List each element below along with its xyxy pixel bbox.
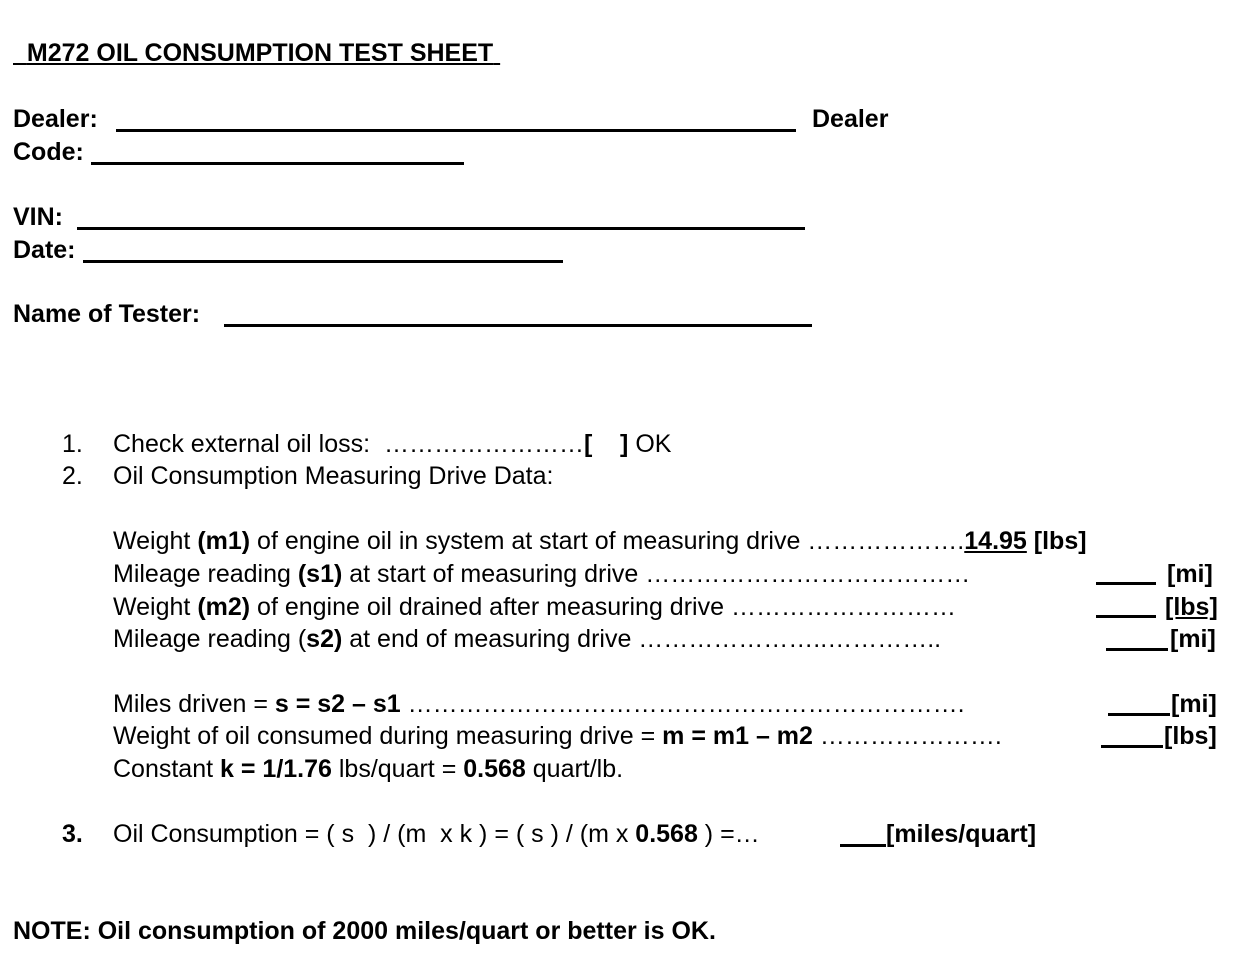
step2-number: 2. xyxy=(62,462,83,490)
vin-label: VIN: xyxy=(13,203,63,231)
date-label: Date: xyxy=(13,236,76,264)
miles-driven-row: Miles driven = s = s2 – s1 …………………………………………………………. xyxy=(113,690,965,718)
m1-row: Weight (m1) of engine oil in system at start of measuring drive ……………….14.95 [lbs] xyxy=(113,527,1087,555)
miles-unit: [mi] xyxy=(1171,690,1217,718)
step1-text: Check external oil loss: …………………… xyxy=(113,430,584,458)
s2-input-line[interactable] xyxy=(1106,648,1168,651)
s2-row: Mileage reading (s2) at end of measuring drive …………………..………….. xyxy=(113,625,942,653)
step2-text: Oil Consumption Measuring Drive Data: xyxy=(113,462,554,490)
m1-value[interactable]: 14.95 xyxy=(964,527,1027,555)
s1-input-line[interactable] xyxy=(1096,582,1156,585)
step1-checkbox[interactable]: [ ] xyxy=(583,430,629,458)
tester-label: Name of Tester: xyxy=(13,300,201,328)
m2-variable: (m2) xyxy=(197,593,251,621)
step3-unit: [miles/quart] xyxy=(886,820,1037,848)
weight-input-line[interactable] xyxy=(1101,745,1163,748)
page-title: M272 OIL CONSUMPTION TEST SHEET xyxy=(26,39,494,67)
weight-unit: [lbs] xyxy=(1164,722,1217,750)
m1-unit: [lbs] xyxy=(1026,527,1087,555)
note-text: NOTE: Oil consumption of 2000 miles/quart or better is OK. xyxy=(13,917,716,945)
step1-line xyxy=(113,429,671,459)
step1-number: 1. xyxy=(62,430,83,458)
step3-row: Oil Consumption = ( s ) / (m x k ) = ( s ) / (m x 0.568 ) =… xyxy=(113,820,760,848)
miles-input-line[interactable] xyxy=(1108,713,1170,716)
dealer-code-label-part2: Code: xyxy=(13,138,84,166)
step1-ok-label: OK xyxy=(628,430,672,458)
tester-input-line[interactable] xyxy=(224,324,812,327)
oil-consumption-input-line[interactable] xyxy=(840,844,886,847)
m2-unit: [lbs] xyxy=(1165,593,1218,621)
step3-number: 3. xyxy=(62,820,83,848)
m2-input-line[interactable] xyxy=(1096,615,1156,618)
date-input-line[interactable] xyxy=(83,260,563,263)
constant-value: 0.568 xyxy=(463,755,526,783)
s2-variable: s2) xyxy=(306,625,343,653)
m1-variable: (m1) xyxy=(197,527,251,555)
s1-variable: (s1) xyxy=(297,560,343,588)
weight-formula: m = m1 – m2 xyxy=(662,722,813,750)
step3-constant: 0.568 xyxy=(635,820,698,848)
dealer-input-line[interactable] xyxy=(116,129,796,132)
dealer-label: Dealer: xyxy=(13,105,98,133)
dealer-code-label-part1: Dealer xyxy=(812,105,889,133)
vin-input-line[interactable] xyxy=(77,227,805,230)
miles-formula: s = s2 – s1 xyxy=(274,690,401,718)
constant-row: Constant k = 1/1.76 lbs/quart = 0.568 quart/lb. xyxy=(113,755,624,783)
dealer-code-input-line[interactable] xyxy=(91,162,464,165)
m2-row: Weight (m2) of engine oil drained after measuring drive ……………………… xyxy=(113,593,956,621)
s1-unit: [mi] xyxy=(1167,560,1213,588)
s1-row: Mileage reading (s1) at start of measuring drive ………………………………… xyxy=(113,560,971,588)
weight-consumed-row: Weight of oil consumed during measuring drive = m = m1 – m2 …………………. xyxy=(113,722,1002,750)
constant-formula: k = 1/1.76 xyxy=(220,755,332,783)
s2-unit: [mi] xyxy=(1170,625,1216,653)
